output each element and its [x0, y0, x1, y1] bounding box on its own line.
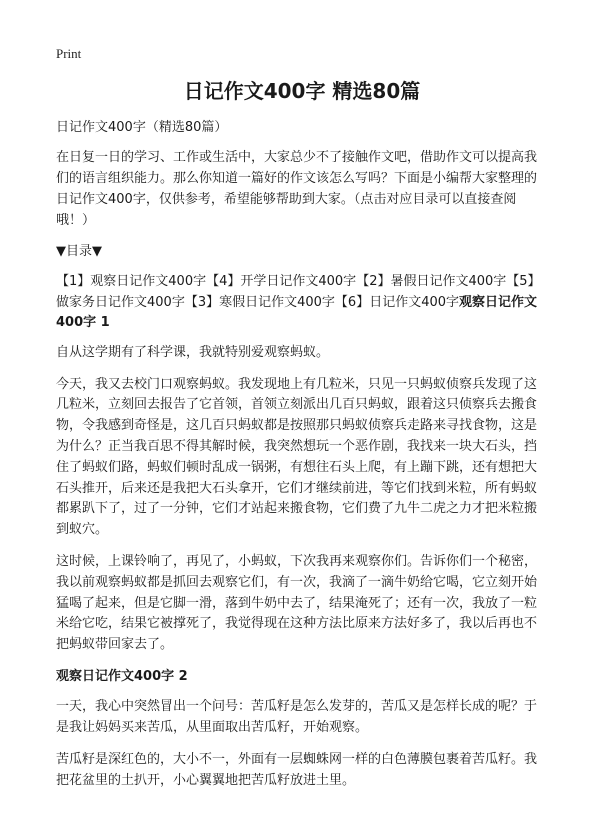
section-heading-1: 观察日记作文400字 1 [56, 294, 538, 330]
section1-paragraph: 这时候，上课铃响了，再见了，小蚂蚁，下次我再来观察你们。告诉你们一个秘密，我以前观察蚂蚁都是抓回去观察它们，有一次，我滴了一滴牛奶给它喝，它立刻开始猛喝了起来，但是它脚一滑，落到牛奶中去了，结果淹死了；还有一次，我放了一粒米给它吃，结果它被撑死了，我觉得现在这种方法比原来方法好多了，我以后再也不把蚂蚁带回家去了。 [56, 554, 538, 653]
toc-link-3[interactable]: 【3】寒假日记作文400字 [184, 294, 335, 310]
section2-paragraph: 一天，我心中突然冒出一个问号：苦瓜籽是怎么发芽的，苦瓜又是怎样长成的呢？于是我让妈妈买来苦瓜，从里面取出苦瓜籽，开始观察。 [56, 699, 538, 735]
toc-header: ▼目录▼ [56, 244, 102, 260]
toc-link-6[interactable]: 【6】日记作文400字 [334, 294, 460, 310]
toc-link-5[interactable]: 【5】做家务日记作文400字 [56, 274, 541, 310]
table-of-contents [56, 272, 548, 332]
page-title: 日记作文400字 精选80篇 [183, 79, 421, 103]
print-link[interactable]: Print [56, 46, 82, 61]
article [56, 78, 548, 802]
section2-paragraph: 苦瓜籽是深红色的，大小不一，外面有一层蜘蛛网一样的白色薄膜包裹着苦瓜籽。我把花盆里的土扒开，小心翼翼地把苦瓜籽放进土里。 [56, 751, 538, 788]
section1-paragraph: 自从这学期有了科学课，我就特别爱观察蚂蚁。 [56, 344, 330, 360]
article-subtitle: 日记作文400字（精选80篇） [56, 120, 228, 135]
section1-paragraph: 今天，我又去校门口观察蚂蚁。我发现地上有几粒米，只见一只蚂蚁侦察兵发现了这几粒米，立刻回去报告了它首领，首领立刻派出几百只蚂蚁，跟着这只侦察兵去搬食物，令我感到奇怪是，这几百只蚂蚁都是按照那只蚂蚁侦察兵走路来寻找食物，这是为什么？正当我百思不得其解时候，我突然想玩一个恶作剧，我找来一块大石头，挡住了蚂蚁们路，蚂蚁们顿时乱成一锅粥，有想往石头上爬，有上蹦下跳，还有想把大石头推开，后来还是我把大石头拿开，它们才继续前进，等它们找到米粒，所有蚂蚁都累趴下了，过了一分钟，它们才站起来搬食物，它们费了九牛二虎之力才把米粒搬到蚁穴。 [56, 376, 538, 538]
toc-link-4[interactable]: 【4】开学日记作文400字 [206, 274, 357, 290]
toc-link-2[interactable]: 【2】暑假日记作文400字 [356, 274, 507, 290]
toc-link-1[interactable]: 【1】观察日记作文400字 [56, 274, 207, 290]
intro-paragraph: 在日复一日的学习、工作或生活中，大家总少不了接触作文吧，借助作文可以提高我们的语言组织能力。那么你知道一篇好的作文该怎么写吗？下面是小编帮大家整理的日记作文400字，仅供参考，希望能够帮助到大家。（点击对应目录可以直接查阅哦！） [56, 150, 538, 228]
section-heading-2: 观察日记作文400字 2 [56, 669, 188, 685]
